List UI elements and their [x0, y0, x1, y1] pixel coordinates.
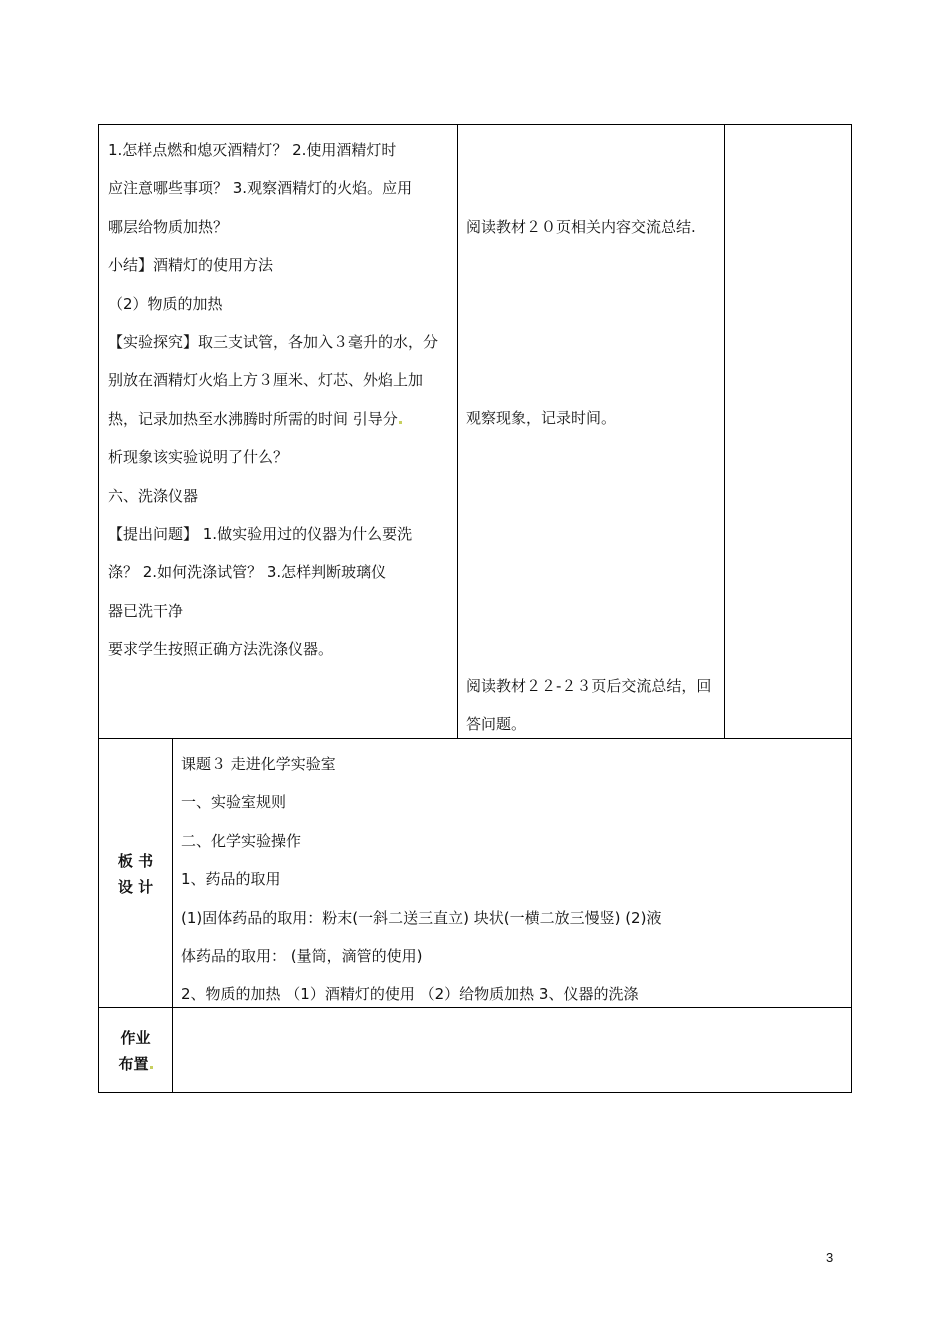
label-line — [99, 1051, 172, 1077]
label-line: 板 书 — [117, 852, 154, 870]
text-line: 阅读教材２０页相关内容交流总结. — [466, 218, 696, 236]
table-top-border — [98, 124, 852, 125]
activity-read-p20 — [466, 208, 696, 246]
text-line: 二、化学实验操作 — [181, 831, 302, 850]
text-line: 器已洗干净 — [108, 601, 184, 620]
label-line-content: 布置 — [118, 1055, 149, 1073]
table-left-border — [98, 124, 99, 1093]
text-line: 答问题。 — [466, 715, 527, 734]
text-line: 小结】酒精灯的使用方法 — [108, 256, 274, 275]
procedure-left-text — [108, 131, 438, 668]
column-divider-middle — [457, 124, 458, 739]
text-line: 【提出问题】 1.做实验用过的仪器为什么要洗 — [108, 524, 413, 543]
column-divider-right — [724, 124, 725, 739]
table-bottom-border — [98, 1092, 852, 1093]
board-design-label — [99, 848, 172, 900]
text-line-content: 热，记录加热至水沸腾时所需的时间 引导分 — [108, 409, 398, 428]
text-line: 阅读教材２２-２３页后交流总结，回 — [466, 677, 712, 695]
text-line: 2、物质的加热 （1）酒精灯的使用 （2）给物质加热 3、仪器的洗涤 — [181, 985, 639, 1004]
speck-mark — [150, 1066, 153, 1069]
label-line: 设 计 — [117, 878, 154, 896]
speck-mark — [399, 421, 402, 424]
text-line: 一、实验室规则 — [181, 793, 287, 812]
activity-read-p22 — [466, 667, 711, 744]
text-line: （2）物质的加热 — [108, 294, 223, 313]
text-line — [108, 400, 438, 438]
label-line: 作业 — [120, 1029, 151, 1047]
page-number: 3 — [826, 1250, 834, 1265]
text-line: 【实验探究】取三支试管，各加入３毫升的水，分 — [108, 332, 439, 351]
text-line: 课题３ 走进化学实验室 — [181, 755, 336, 773]
activity-observe — [466, 399, 616, 437]
text-line: 应注意哪些事项？ 3.观察酒精灯的火焰。应用 — [108, 179, 413, 198]
homework-label — [99, 1025, 172, 1077]
table-right-border — [851, 124, 852, 1093]
text-line: 1.怎样点燃和熄灭酒精灯？ 2.使用酒精灯时 — [108, 141, 397, 159]
text-line: 析现象该实验说明了什么？ — [108, 448, 289, 467]
label-column-divider — [172, 738, 173, 1093]
text-line: 六、洗涤仪器 — [108, 486, 199, 505]
text-line: 涤？ 2.如何洗涤试管？ 3.怎样判断玻璃仪 — [108, 563, 387, 582]
text-line: 观察现象，记录时间。 — [466, 409, 617, 427]
text-line: 别放在酒精灯火焰上方３厘米、灯芯、外焰上加 — [108, 371, 424, 390]
text-line: 哪层给物质加热？ — [108, 217, 229, 236]
text-line: 体药品的取用： (量筒，滴管的使用) — [181, 946, 423, 965]
board-design-content — [181, 745, 661, 1014]
text-line: 要求学生按照正确方法洗涤仪器。 — [108, 640, 334, 659]
text-line: 1、药品的取用 — [181, 870, 281, 889]
text-line: (1)固体药品的取用：粉末(一斜二送三直立) 块状(一横二放三慢竖) (2)液 — [181, 908, 662, 927]
